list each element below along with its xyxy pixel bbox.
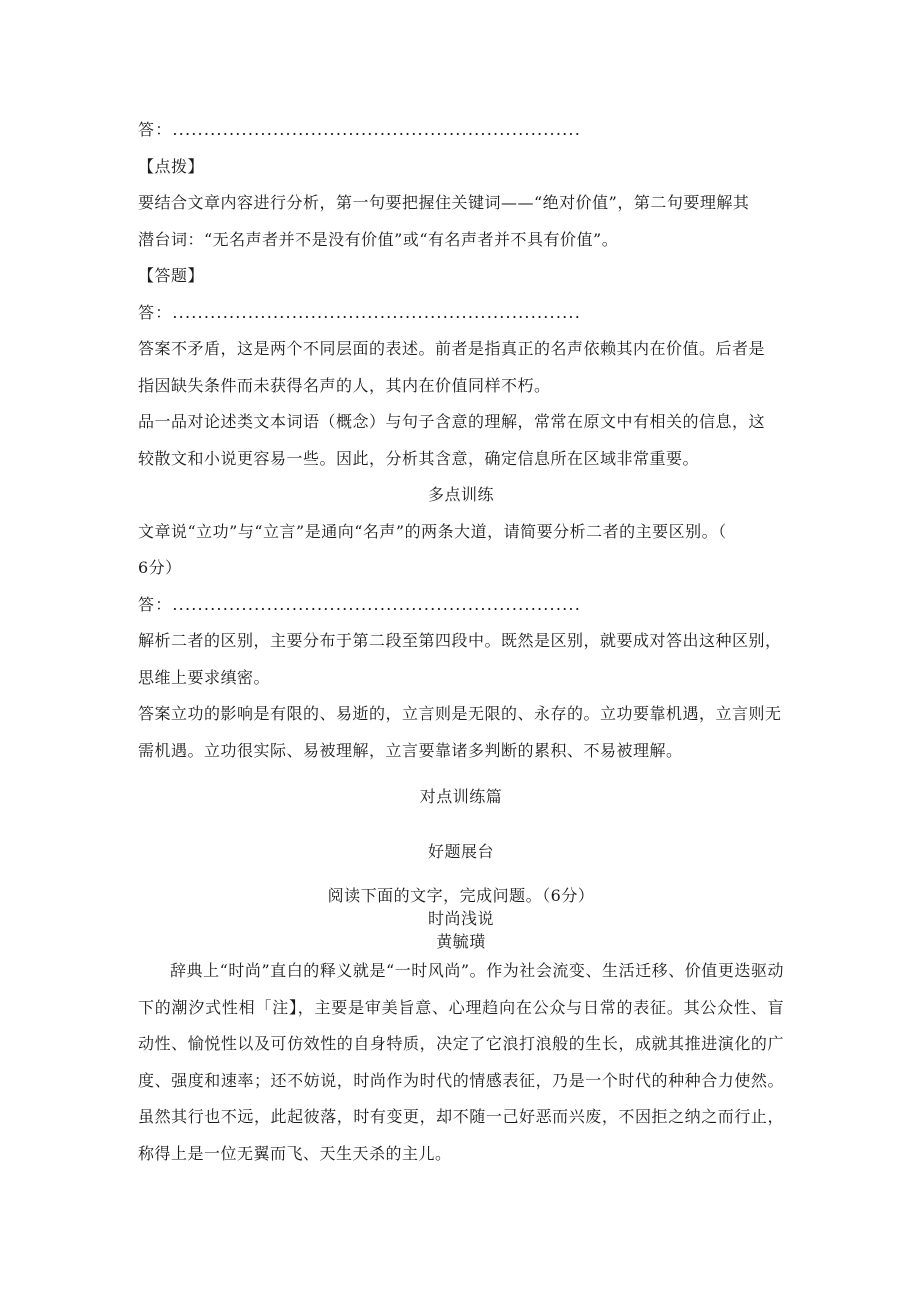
question-line: 文章说“立功”与“立言”是通向“名声”的两条大道，请简要分析二者的主要区别。（ <box>138 521 727 541</box>
reading-prompt: 阅读下面的文字，完成问题。（6分） <box>327 886 595 905</box>
answer-line: 答：................................................................. <box>138 302 581 322</box>
article-author: 黄毓璜 <box>436 932 486 951</box>
answer-line: 答：................................................................. <box>138 120 581 139</box>
answer-text-line: 答案不矛盾，这是两个不同层面的表述。前者是指真正的名声依赖其内在价值。后者是 <box>138 339 766 358</box>
answer-key-line: 需机遇。立功很实际、易被理解，立言要靠诸多判断的累积、不易被理解。 <box>138 740 683 760</box>
section-heading-pair: 对点训练篇 <box>419 787 503 806</box>
answer-text-line: 指因缺失条件而未获得名声的人，其内在价值同样不朽。 <box>138 375 551 395</box>
answer-line: 答：................................................................. <box>138 594 581 614</box>
question-line: 6分） <box>138 558 182 577</box>
summary-line: 品一品对论述类文本词语（概念）与句子含意的理解，常常在原文中有相关的信息，这 <box>138 412 766 431</box>
answer-heading: 【答题】 <box>138 266 205 285</box>
section-heading-good: 好题展台 <box>427 841 494 861</box>
answer-key-line: 答案立功的影响是有限的、易逝的，立言则是无限的、永存的。立功要靠机遇，立言则无 <box>138 704 782 723</box>
tip-heading: 【点拨】 <box>138 156 205 176</box>
analysis-line: 思维上要求缜密。 <box>138 667 271 687</box>
section-heading-multi: 多点训练 <box>427 485 494 504</box>
document-page <box>138 112 784 1172</box>
analysis-line: 解析二者的区别，主要分布于第二段至第四段中。既然是区别，就要成对答出这种区别， <box>138 631 782 650</box>
article-body: 辞典上“时尚”直白的释义就是“一时风尚”。作为社会流变、生活迁移、价值更迭驱动下的潮汐式性相「注】，主要是审美旨意、心理趋向在公众与日常的表征。其公众性、盲动性、愉悦性以及可仿效性的自身特质，决定了它浪打浪般的生长，成就其推进演化的广度、强度和速率；还不妨说，时尚作为时代的情感表征，乃是一个时代的种种合力使然。虽然其行也不远，此起彼落，时有变更，却不随一己好恶而兴废，不因拒之纳之而行止，称得上是一位无翼而飞、天生天杀的主儿。 <box>138 961 784 1163</box>
tip-text-line: 要结合文章内容进行分析，第一句要把握住关键词——“绝对价值”，第二句要理解其 <box>138 193 750 212</box>
article-title: 时尚浅说 <box>427 909 494 928</box>
tip-text-line: 潜台词：“无名声者并不是没有价值”或“有名声者并不具有价值”。 <box>138 229 619 249</box>
summary-line: 较散文和小说更容易一些。因此，分析其含意，确定信息所在区域非常重要。 <box>138 448 700 468</box>
